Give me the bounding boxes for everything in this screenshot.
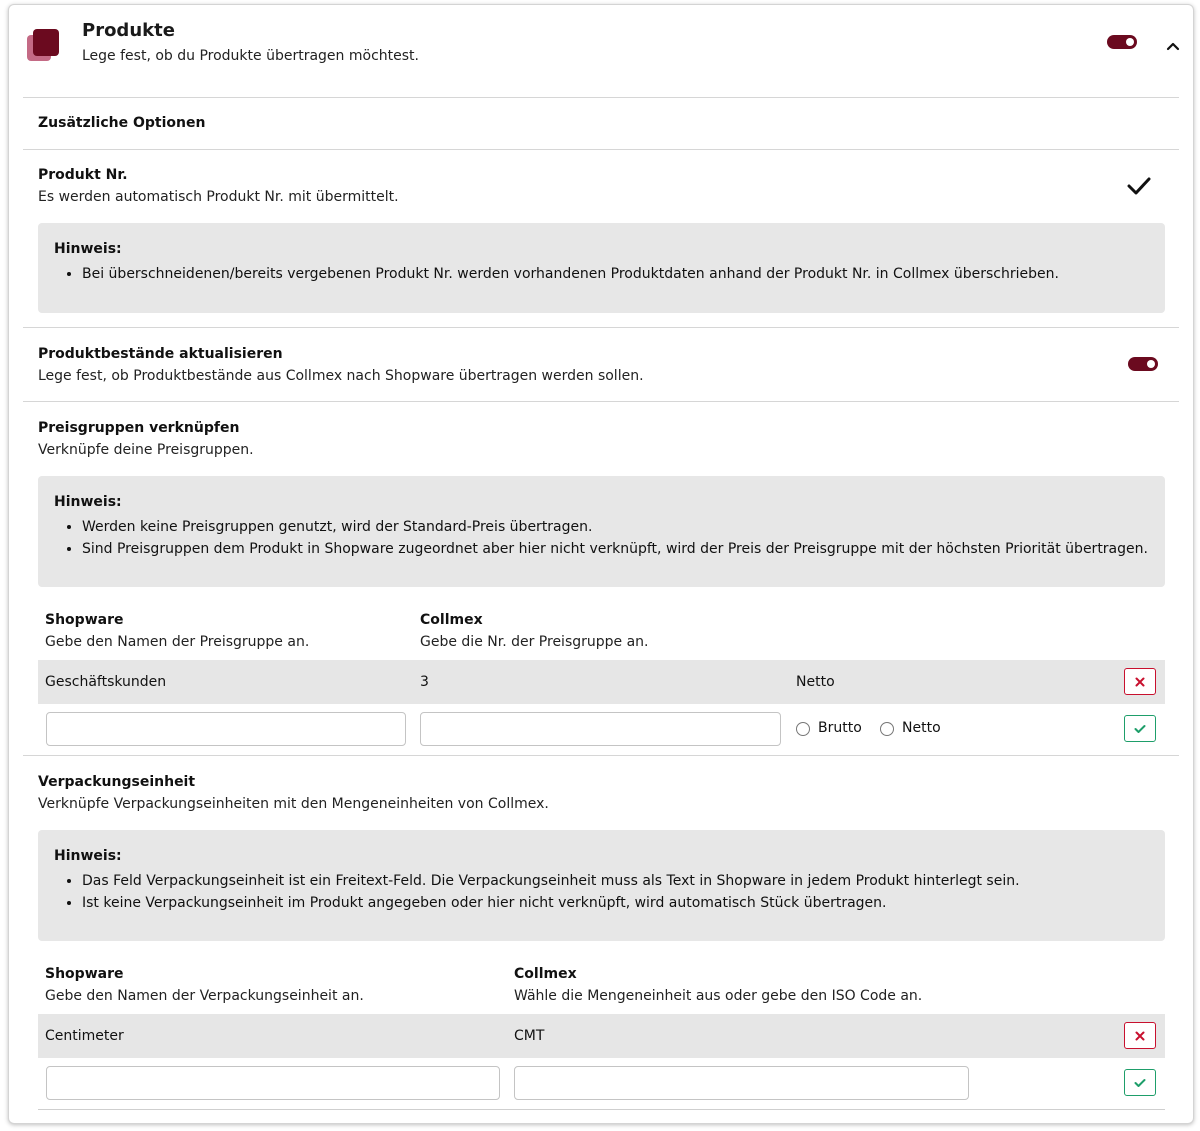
close-icon [1135,677,1145,687]
packaging-unit-note [38,830,1165,941]
price-group-collmex-input[interactable] [420,712,781,746]
divider [38,1109,1165,1110]
radio-netto-label[interactable]: Netto [902,720,941,736]
price-groups-collmex-col-title: Collmex [420,612,483,628]
row-shopware-value: Centimeter [45,1028,124,1044]
radio-brutto[interactable] [796,722,810,736]
table-row [38,1014,1165,1058]
price-groups-shopware-col-title: Shopware [45,612,124,628]
radio-brutto-label[interactable]: Brutto [818,720,862,736]
note-item: • Ist keine Verpackungseinheit im Produkt angegeben oder hier nicht verknüpft, wird automatisch Stück übertragen. [82,892,1020,914]
row-price-type: Netto [796,674,835,690]
note-title: Hinweis: [54,848,122,864]
table-row [38,660,1165,704]
packaging-collmex-col-hint: Wähle die Mengeneinheit aus oder gebe den ISO Code an. [514,988,923,1004]
section-title: Produkte [82,20,175,41]
stock-update-subtitle: Lege fest, ob Produktbestände aus Collmex nach Shopware übertragen werden sollen. [38,368,644,384]
confirm-row-button[interactable] [1124,1069,1156,1096]
close-icon [1135,1031,1145,1041]
products-toggle[interactable] [1107,35,1137,49]
divider [23,755,1179,756]
price-groups-title: Preisgruppen verknüpfen [38,420,240,436]
note-item: • Das Feld Verpackungseinheit ist ein Freitext-Feld. Die Verpackungseinheit muss als Text in Shopware in jedem Produkt hinterlegt sein. [82,870,1020,892]
note-list [54,516,1148,560]
row-collmex-value: 3 [420,674,429,690]
divider [23,149,1179,150]
packaging-unit-subtitle: Verknüpfe Verpackungseinheiten mit den Mengeneinheiten von Collmex. [38,796,549,812]
packaging-unit-title: Verpackungseinheit [38,774,196,790]
note-title: Hinweis: [54,241,122,257]
packaging-collmex-input[interactable] [514,1066,969,1100]
product-number-note [38,223,1165,313]
price-groups-subtitle: Verknüpfe deine Preisgruppen. [38,442,254,458]
checkmark-icon [1126,175,1152,197]
check-icon [1134,724,1146,734]
packaging-collmex-col-title: Collmex [514,966,577,982]
note-item: • Werden keine Preisgruppen genutzt, wird der Standard-Preis übertragen. [82,516,1148,538]
products-settings-card [8,4,1194,1124]
price-groups-note [38,476,1165,587]
row-shopware-value: Geschäftskunden [45,674,167,690]
divider [23,327,1179,328]
stock-update-title: Produktbestände aktualisieren [38,346,283,362]
products-icon [27,29,59,63]
stock-update-toggle[interactable] [1128,357,1158,371]
note-item: • Bei überschneidenen/bereits vergebenen Produkt Nr. werden vorhandenen Produktdaten anhand der Produkt Nr. in Collmex überschrieben. [82,263,1059,285]
section-header [9,5,1193,97]
packaging-shopware-col-hint: Gebe den Namen der Verpackungseinheit an. [45,988,364,1004]
chevron-up-icon[interactable] [1165,38,1181,54]
packaging-shopware-input[interactable] [46,1066,500,1100]
packaging-shopware-col-title: Shopware [45,966,124,982]
price-groups-collmex-col-hint: Gebe die Nr. der Preisgruppe an. [420,634,649,650]
divider [23,401,1179,402]
note-list [54,263,1059,285]
note-item: • Sind Preisgruppen dem Produkt in Shopware zugeordnet aber hier nicht verknüpft, wird der Preis der Preisgruppe mit der höchsten Priorität übertragen. [82,538,1148,560]
product-number-subtitle: Es werden automatisch Produkt Nr. mit übermittelt. [38,189,399,205]
price-group-shopware-input[interactable] [46,712,406,746]
delete-row-button[interactable] [1124,1022,1156,1049]
note-title: Hinweis: [54,494,122,510]
note-list [54,870,1020,914]
confirm-row-button[interactable] [1124,715,1156,742]
additional-options-label: Zusätzliche Optionen [38,115,206,131]
section-subtitle: Lege fest, ob du Produkte übertragen möchtest. [82,48,419,64]
price-groups-shopware-col-hint: Gebe den Namen der Preisgruppe an. [45,634,310,650]
divider [23,97,1179,98]
delete-row-button[interactable] [1124,668,1156,695]
radio-netto[interactable] [880,722,894,736]
product-number-title: Produkt Nr. [38,167,128,183]
row-collmex-value: CMT [514,1028,545,1044]
check-icon [1134,1078,1146,1088]
